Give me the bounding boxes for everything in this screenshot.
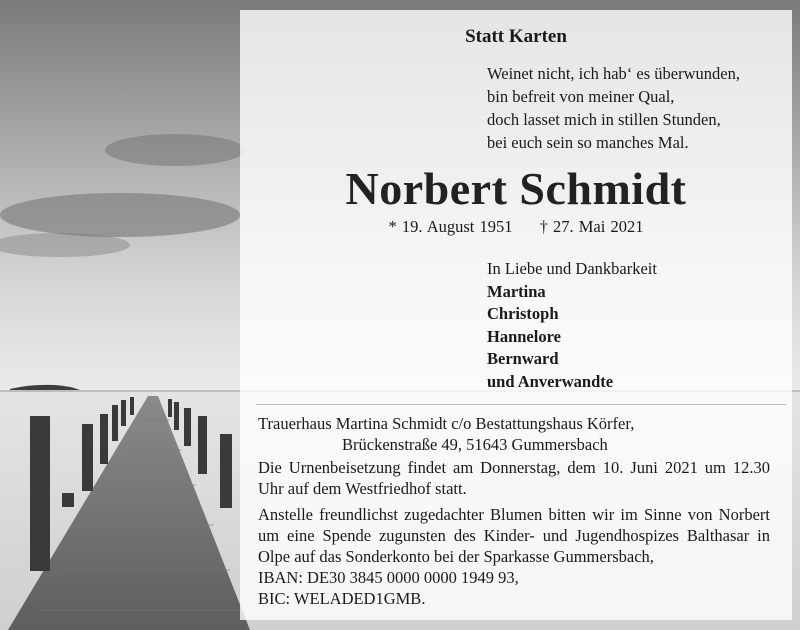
- bank-details: [258, 567, 770, 609]
- notice-heading: Statt Karten: [465, 26, 567, 47]
- address-line: Brückenstraße 49, 51643 Gummersbach: [342, 435, 608, 454]
- mourner-name: Christoph: [487, 304, 559, 323]
- mourners-list: [487, 258, 787, 393]
- donation-notice: Anstelle freundlichst zugedachter Blumen bitten wir im Sinne von Norbert um eine Spende zugunsten des Kinder- und Jugendhospizes Balthasar in Olpe auf das Sonderkonto bei der Sparkasse Gummersbach,: [258, 505, 770, 566]
- life-dates: [240, 217, 792, 237]
- poem-line: doch lasset mich in stillen Stunden,: [487, 110, 721, 129]
- burial-notice: Die Urnenbeisetzung findet am Donnerstag, dem 10. Juni 2021 um 12.30 Uhr auf dem Westfriedhof statt.: [258, 458, 770, 498]
- mourning-house-address: [258, 413, 788, 455]
- deceased-name: Norbert Schmidt: [345, 163, 687, 214]
- death-date: † 27. Mai 2021: [539, 217, 644, 236]
- cloud: [105, 134, 245, 166]
- birth-date: * 19. August 1951: [388, 217, 513, 236]
- poem-line: Weinet nicht, ich hab‘ es überwunden,: [487, 64, 740, 83]
- mourner-name: Bernward: [487, 349, 559, 368]
- mourner-name: Martina: [487, 281, 546, 301]
- poem: [487, 62, 787, 154]
- bic: BIC: WELADED1GMB.: [258, 589, 426, 608]
- poem-line: bei euch sein so manches Mal.: [487, 133, 689, 152]
- poem-line: bin befreit von meiner Qual,: [487, 87, 675, 106]
- iban: IBAN: DE30 3845 0000 0000 1949 93,: [258, 568, 519, 587]
- mourner-name: und Anverwandte: [487, 371, 614, 391]
- mourner-name: Hannelore: [487, 326, 561, 346]
- section-divider: [256, 404, 786, 405]
- address-line: Trauerhaus Martina Schmidt c/o Bestattungshaus Körfer,: [258, 414, 635, 433]
- mourners-intro: In Liebe und Dankbarkeit: [487, 259, 657, 278]
- cloud: [0, 193, 240, 237]
